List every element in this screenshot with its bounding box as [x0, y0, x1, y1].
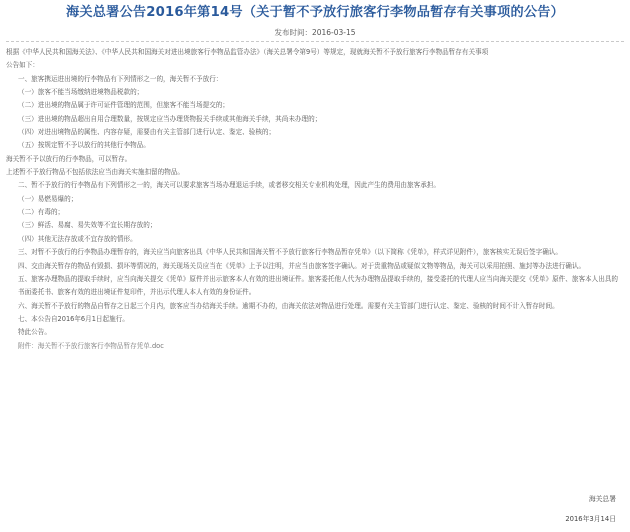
list-item: （一）旅客不能当场缴纳进境物品税款的； — [18, 88, 144, 97]
publish-date: 发布时间：2016-03-15 — [274, 28, 356, 37]
list-item: （一）易燃易爆的； — [18, 194, 78, 203]
list-item: （三）进出境的物品超出自用合理数量，按规定应当办理货物报关手续或其他海关手续，其尚未办理的； — [18, 114, 322, 123]
list-item: （三）鲜活、易腐、易失效等不宜长期存放的； — [18, 221, 157, 230]
notice-title: 海关总署公告2016年第14号（关于暂不予放行旅客行李物品暂存有关事项的公告） — [65, 5, 565, 20]
paragraph: 上述暂不予放行物品不包括依法应当由海关实施扣留的物品。 — [6, 168, 185, 177]
section-7: 七、本公告自2016年6月1日起施行。 — [18, 314, 129, 323]
notice-body — [6, 46, 622, 353]
divider — [6, 41, 624, 42]
list-item: （二）进出境的物品属于许可证件管理的范围，但旅客不能当场提交的； — [18, 101, 229, 110]
signature: 海关总署 — [588, 495, 616, 503]
list-item: （二）有毒的； — [18, 208, 65, 217]
section-4: 四、交由海关暂存的物品有毁损、损坏等情况的，海关现场关员应当在《凭单》上予以注明，并应当由旅客签字确认。对于贵重物品或疑似文物等物品，海关可以采用拍照、施封等办法进行确认。 — [18, 261, 586, 270]
paragraph: 海关暂不予以放行的行李物品，可以暂存。 — [6, 154, 132, 163]
section-3: 三、对暂不予放行的行李物品办理暂存的，海关应当向旅客出具《中华人民共和国海关暂不予放行旅客行李物品暂存凭单》（以下简称《凭单》，样式详见附件），旅客核实无误后签字确认。 — [18, 248, 562, 257]
paragraph-intro: 根据《中华人民共和国海关法》、《中华人民共和国海关对进出境旅客行李物品监管办法》（海关总署令第9号）等规定，现就海关暂不予放行旅客行李物品暂存有关事项 — [6, 48, 489, 56]
closing-text: 特此公告。 — [18, 328, 51, 337]
attachment-link[interactable]: 附件：海关暂不予放行旅客行李物品暂存凭单.doc — [18, 341, 164, 350]
list-item: （四）对进出境物品的属性、内容存疑，需要由有关主管部门进行认定、鉴定、验核的； — [18, 128, 276, 137]
section-5: 五、旅客办理物品的提取手续时，应当向海关提交《凭单》原件并出示旅客本人有效的进出境证件。旅客委托他人代为办理物品提取手续的，接受委托的代理人应当向海关提交《凭单》原件、旅客本人出具的书面委托书、旅客有效的进出境证件复印件，并出示代理人本人有效的身份证件。 — [18, 274, 619, 297]
section-2-heading: 二、暂不予放行的行李物品有下列情形之一的，海关可以要求旅客当场办理退运手续，或者移交相关专业机构处理，因此产生的费用由旅客承担。 — [18, 181, 440, 190]
section-6: 六、海关暂不予放行的物品自暂存之日起三个月内，旅客应当办结海关手续。逾期不办的，由海关依法对物品进行处理。需要有关主管部门进行认定、鉴定、验核的时间不计入暂存时间。 — [18, 301, 559, 310]
signature-date: 2016年3月14日 — [565, 515, 616, 523]
list-item: （五）按规定暂不予以放行的其他行李物品。 — [18, 141, 150, 150]
paragraph-intro-cont: 公告如下： — [6, 61, 39, 70]
section-1-heading: 一、旅客携运进出境的行李物品有下列情形之一的，海关暂不予放行： — [18, 74, 223, 83]
list-item: （四）其他无法存放或不宜存放的情形。 — [18, 234, 137, 243]
